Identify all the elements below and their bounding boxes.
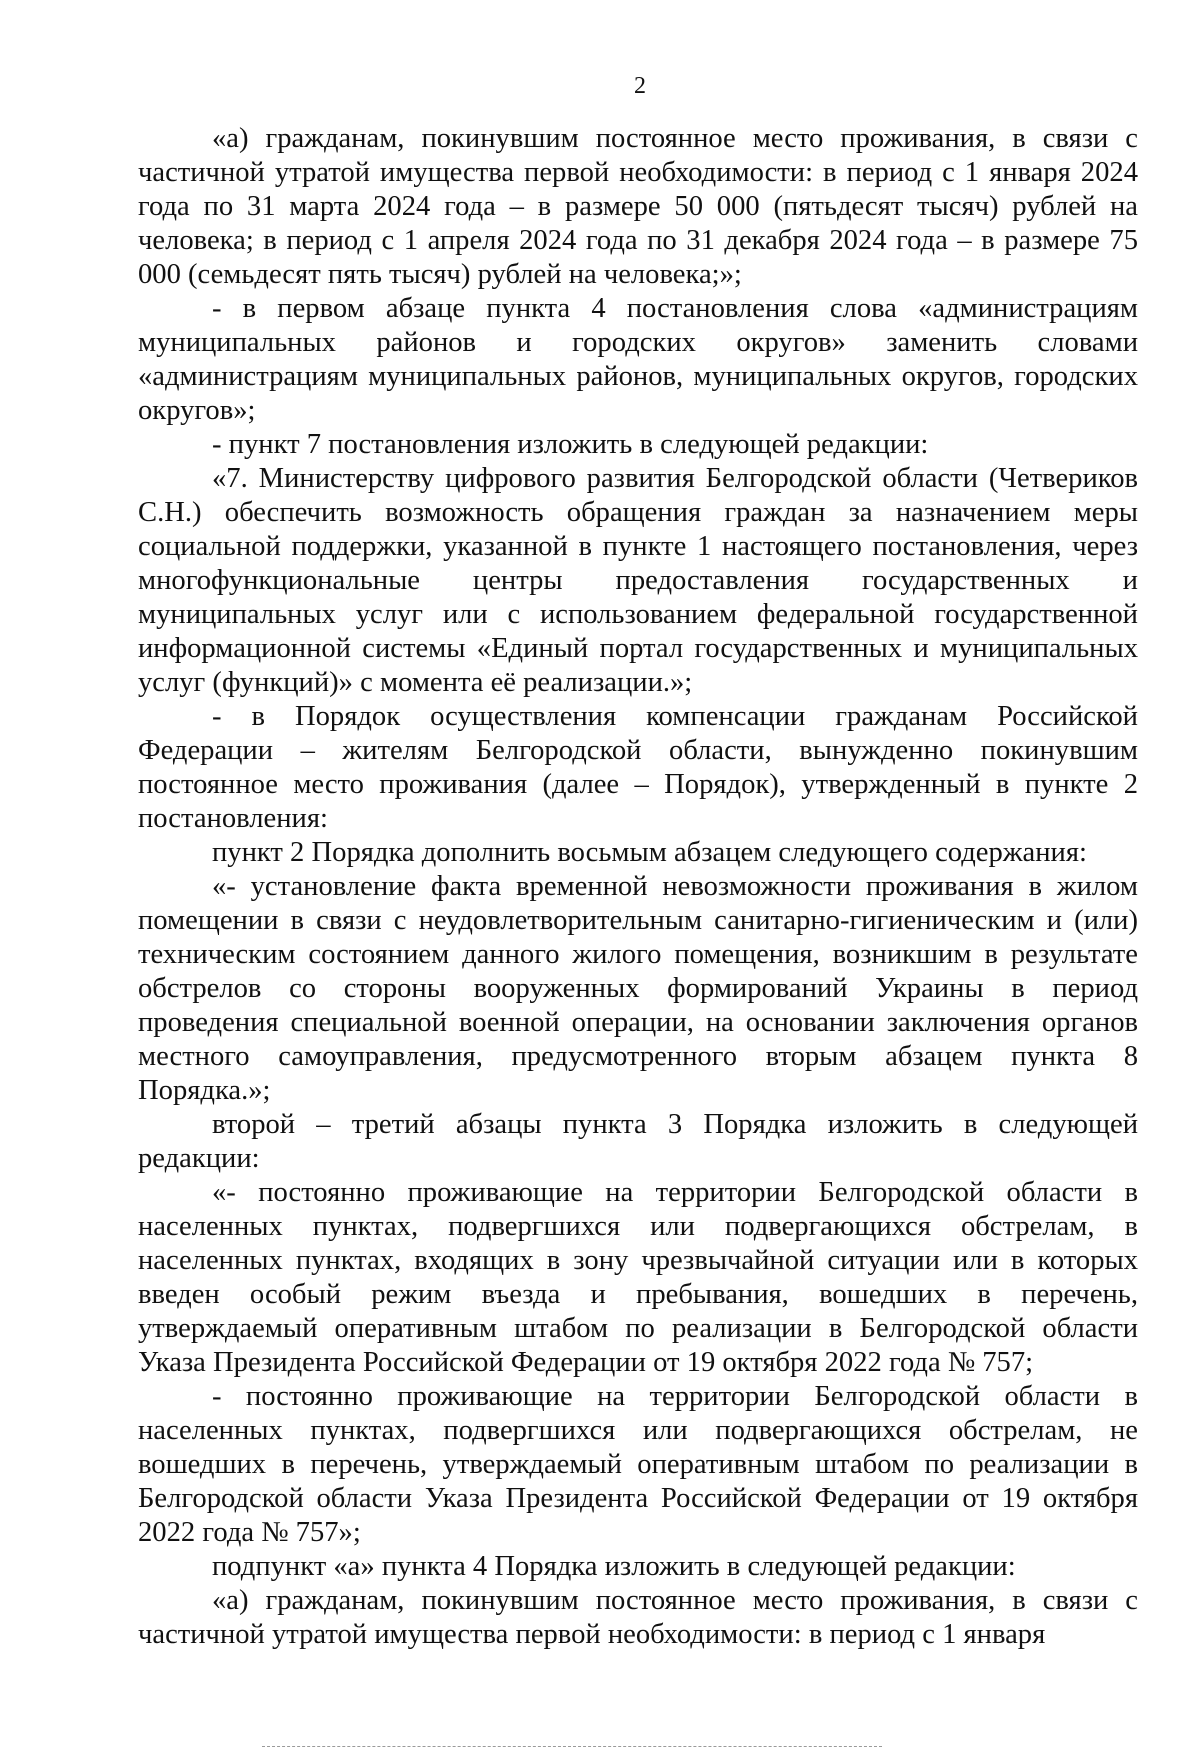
paragraph-8: второй – третий абзацы пункта 3 Порядка изложить в следующей редакции: — [138, 1109, 1138, 1174]
paragraph-12: «а) гражданам, покинувшим постоянное место проживания, в связи с частичной утратой имущества первой необходимости: в период с 1 января — [138, 1585, 1138, 1650]
scan-bottom-rule — [262, 1746, 882, 1747]
paragraph-9: «- постоянно проживающие на территории Белгородской области в населенных пунктах, подвергшихся или подвергающихся обстрелам, в населенных пунктах, входящих в зону чрезвычайной ситуации или в которых введен особый режим въезда и пребывания, вошедших в перечень, утверждаемый оперативным штабом по реализации в Белгородской области Указа Президента Российской Федерации от 19 октября 2022 года № 757; — [138, 1177, 1138, 1378]
page-number: 2 — [634, 73, 646, 99]
paragraph-3: - пункт 7 постановления изложить в следующей редакции: — [212, 429, 929, 460]
paragraph-5: - в Порядок осуществления компенсации гражданам Российской Федерации – жителям Белгородской области, вынужденно покинувшим постоянное место проживания (далее – Порядок), утвержденный в пункте 2 постановления: — [138, 701, 1138, 834]
paragraph-11: подпункт «а» пункта 4 Порядка изложить в следующей редакции: — [212, 1551, 1016, 1582]
paragraph-6: пункт 2 Порядка дополнить восьмым абзацем следующего содержания: — [212, 837, 1087, 868]
document-body — [138, 122, 1138, 1652]
paragraph-1: «а) гражданам, покинувшим постоянное место проживания, в связи с частичной утратой имущества первой необходимости: в период с 1 января 2024 года по 31 марта 2024 года – в размере 50 000 (пятьдесят тысяч) рублей на человека; в период с 1 апреля 2024 года по 31 декабря 2024 года – в размере 75 000 (семьдесят пять тысяч) рублей на человека;»; — [138, 123, 1138, 290]
paragraph-10: - постоянно проживающие на территории Белгородской области в населенных пунктах, подвергшихся или подвергающихся обстрелам, не вошедших в перечень, утверждаемый оперативным штабом по реализации в Белгородской области Указа Президента Российской Федерации от 19 октября 2022 года № 757»; — [138, 1381, 1138, 1548]
paragraph-7: «- установление факта временной невозможности проживания в жилом помещении в связи с неудовлетворительным санитарно-гигиеническим и (или) техническим состоянием данного жилого помещения, возникшим в результате обстрелов со стороны вооруженных формирований Украины в период проведения специальной военной операции, на основании заключения органов местного самоуправления, предусмотренного вторым абзацем пункта 8 Порядка.»; — [138, 871, 1138, 1106]
paragraph-4: «7. Министерству цифрового развития Белгородской области (Четвериков С.Н.) обеспечить возможность обращения граждан за назначением меры социальной поддержки, указанной в пункте 1 настоящего постановления, через многофункциональные центры предоставления государственных и муниципальных услуг или с использованием федеральной государственной информационной системы «Единый портал государственных и муниципальных услуг (функций)» с момента её реализации.»; — [138, 463, 1138, 698]
paragraph-2: - в первом абзаце пункта 4 постановления слова «администрациям муниципальных районов и городских округов» заменить словами «администрациям муниципальных районов, муниципальных округов, городских округов»; — [138, 293, 1138, 426]
